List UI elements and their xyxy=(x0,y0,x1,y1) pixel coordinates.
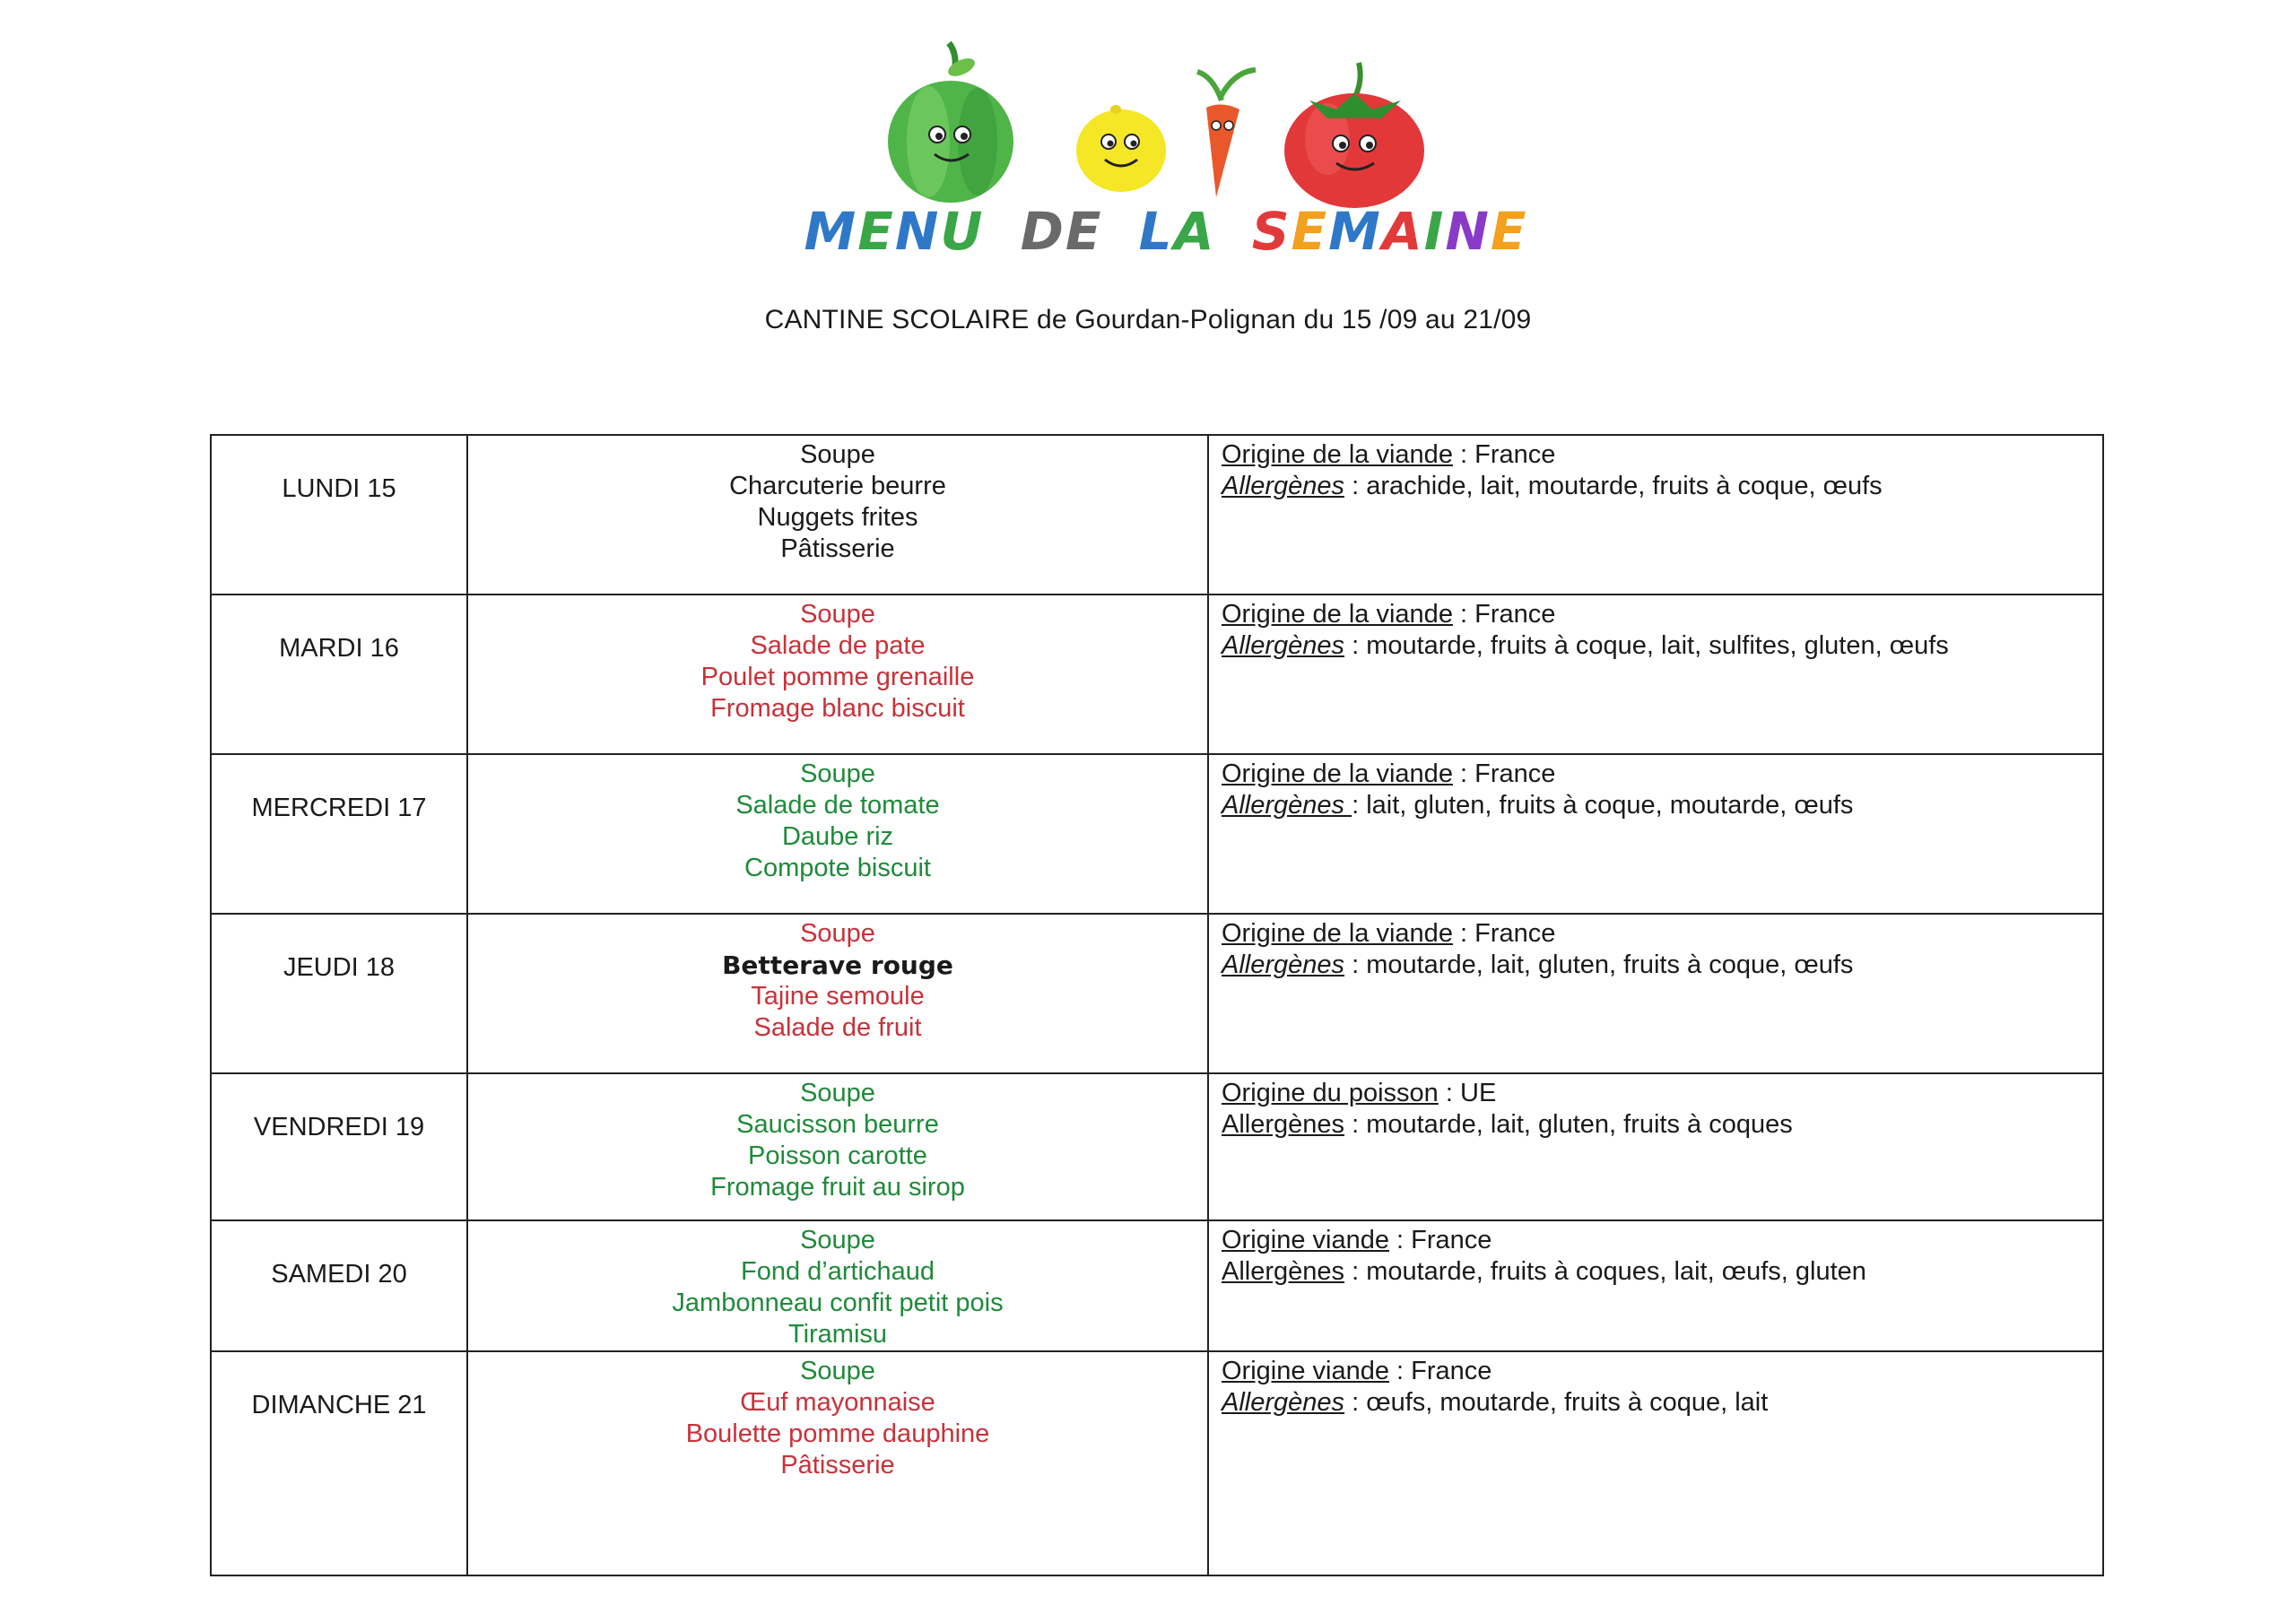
origin-line xyxy=(1222,759,2102,790)
tomato-icon xyxy=(1284,63,1424,208)
allergens-label: Allergènes xyxy=(1222,631,1345,660)
dish: Betterave rouge xyxy=(722,950,953,980)
origin-value: : France xyxy=(1389,1357,1492,1385)
dish: Soupe xyxy=(800,440,875,469)
origin-value: : France xyxy=(1389,1226,1492,1254)
dish: Salade de pate xyxy=(750,631,926,660)
origin-label: Origine de la viande xyxy=(1222,919,1453,948)
allergens-label: Allergènes xyxy=(1222,1110,1345,1139)
dish: Compote biscuit xyxy=(744,854,931,882)
origin-value: : France xyxy=(1452,759,1556,788)
allergens-label: Allergènes xyxy=(1222,1388,1345,1417)
lemon-icon xyxy=(1076,105,1166,192)
allergens-line xyxy=(1222,1387,2102,1419)
allergens-label: Allergènes xyxy=(1222,791,1352,820)
dish: Tajine semoule xyxy=(751,982,925,1011)
day-cell: VENDREDI 19 xyxy=(211,1073,467,1220)
origin-value: : France xyxy=(1452,440,1556,469)
origin-label: Origine du poisson xyxy=(1222,1079,1439,1107)
dishes-cell xyxy=(467,595,1208,754)
info-cell xyxy=(1208,754,2103,914)
dishes-cell xyxy=(467,914,1208,1073)
dish: Fromage fruit au sirop xyxy=(710,1173,965,1202)
day-cell: LUNDI 15 xyxy=(211,435,467,595)
dish: Soupe xyxy=(800,1079,875,1107)
dish: Pâtisserie xyxy=(780,1451,895,1480)
dish: Œuf mayonnaise xyxy=(740,1388,935,1417)
info-cell xyxy=(1208,914,2103,1073)
origin-value: : France xyxy=(1452,600,1556,629)
table-row xyxy=(211,914,2103,1073)
origin-label: Origine de la viande xyxy=(1222,440,1453,469)
dish: Poulet pomme grenaille xyxy=(700,663,975,691)
table-row xyxy=(211,1351,2103,1575)
dish: Salade de fruit xyxy=(753,1013,922,1042)
origin-label: Origine de la viande xyxy=(1222,600,1453,629)
allergens-value: : œufs, moutarde, fruits à coque, lait xyxy=(1344,1388,1769,1417)
allergens-value: : moutarde, fruits à coques, lait, œufs, gluten xyxy=(1344,1257,1866,1286)
dish: Salade de tomate xyxy=(735,791,940,820)
carrot-icon xyxy=(1197,70,1256,197)
day-cell: DIMANCHE 21 xyxy=(211,1351,467,1575)
menu-logo xyxy=(804,27,1528,269)
origin-line xyxy=(1222,1078,2102,1109)
dish: Saucisson beurre xyxy=(736,1110,939,1139)
day-cell: JEUDI 18 xyxy=(211,914,467,1073)
allergens-line xyxy=(1222,630,2102,662)
origin-line xyxy=(1222,599,2102,630)
allergens-value: : moutarde, lait, gluten, fruits à coques xyxy=(1344,1110,1793,1139)
dish: Fromage blanc biscuit xyxy=(710,694,965,723)
dishes-cell xyxy=(467,754,1208,914)
origin-label: Origine de la viande xyxy=(1222,759,1453,788)
day-cell: MERCREDI 17 xyxy=(211,754,467,914)
info-cell xyxy=(1208,1351,2103,1575)
info-cell xyxy=(1208,1073,2103,1220)
table-row xyxy=(211,435,2103,595)
day-cell: SAMEDI 20 xyxy=(211,1220,467,1351)
origin-line xyxy=(1222,918,2102,950)
allergens-value: : arachide, lait, moutarde, fruits à coque, œufs xyxy=(1344,472,1883,500)
origin-label: Origine viande xyxy=(1222,1357,1389,1385)
dish: Fond d’artichaud xyxy=(740,1257,935,1286)
allergens-line xyxy=(1222,950,2102,981)
dishes-cell xyxy=(467,1351,1208,1575)
dish: Poisson carotte xyxy=(748,1141,927,1170)
dish: Tiramisu xyxy=(787,1320,888,1349)
dish: Soupe xyxy=(800,1226,875,1254)
origin-label: Origine viande xyxy=(1222,1226,1389,1254)
apple-icon xyxy=(888,43,1013,203)
dishes-cell xyxy=(467,1220,1208,1351)
allergens-label: Allergènes xyxy=(1222,950,1345,979)
document-title: CANTINE SCOLAIRE de Gourdan-Polignan du 15 /09 au 21/09 xyxy=(764,305,1532,334)
dishes-cell xyxy=(467,435,1208,595)
origin-value: : France xyxy=(1452,919,1556,948)
dish: Daube riz xyxy=(781,822,894,851)
allergens-line xyxy=(1222,1256,2102,1288)
dish: Jambonneau confit petit pois xyxy=(672,1289,1004,1317)
dish: Pâtisserie xyxy=(780,534,895,563)
menu-table xyxy=(210,434,2104,1576)
origin-value: : UE xyxy=(1438,1079,1497,1107)
info-cell xyxy=(1208,1220,2103,1351)
logo-title: MENU DE LA SEMAINE xyxy=(804,201,1528,262)
allergens-label: Allergènes xyxy=(1222,1257,1345,1286)
info-cell xyxy=(1208,595,2103,754)
dish: Boulette pomme dauphine xyxy=(685,1419,990,1448)
allergens-line xyxy=(1222,790,2102,821)
allergens-value: : moutarde, fruits à coque, lait, sulfites, gluten, œufs xyxy=(1344,631,1949,660)
dish: Soupe xyxy=(800,759,875,788)
origin-line xyxy=(1222,1356,2102,1387)
allergens-label: Allergènes xyxy=(1222,472,1345,500)
allergens-value: : moutarde, lait, gluten, fruits à coque, œufs xyxy=(1344,950,1854,979)
dishes-cell xyxy=(467,1073,1208,1220)
dish: Soupe xyxy=(800,919,875,948)
allergens-value: : lait, gluten, fruits à coque, moutarde, œufs xyxy=(1352,791,1854,820)
table-row xyxy=(211,754,2103,914)
origin-line xyxy=(1222,1225,2102,1256)
origin-line xyxy=(1222,439,2102,471)
dish: Nuggets frites xyxy=(757,503,918,532)
dish: Charcuterie beurre xyxy=(729,472,946,500)
table-row xyxy=(211,1220,2103,1351)
table-row xyxy=(211,1073,2103,1220)
table-row xyxy=(211,595,2103,754)
allergens-line xyxy=(1222,1109,2102,1141)
info-cell xyxy=(1208,435,2103,595)
dish: Soupe xyxy=(800,600,875,629)
dish: Soupe xyxy=(800,1357,875,1385)
allergens-line xyxy=(1222,471,2102,502)
day-cell: MARDI 16 xyxy=(211,595,467,754)
